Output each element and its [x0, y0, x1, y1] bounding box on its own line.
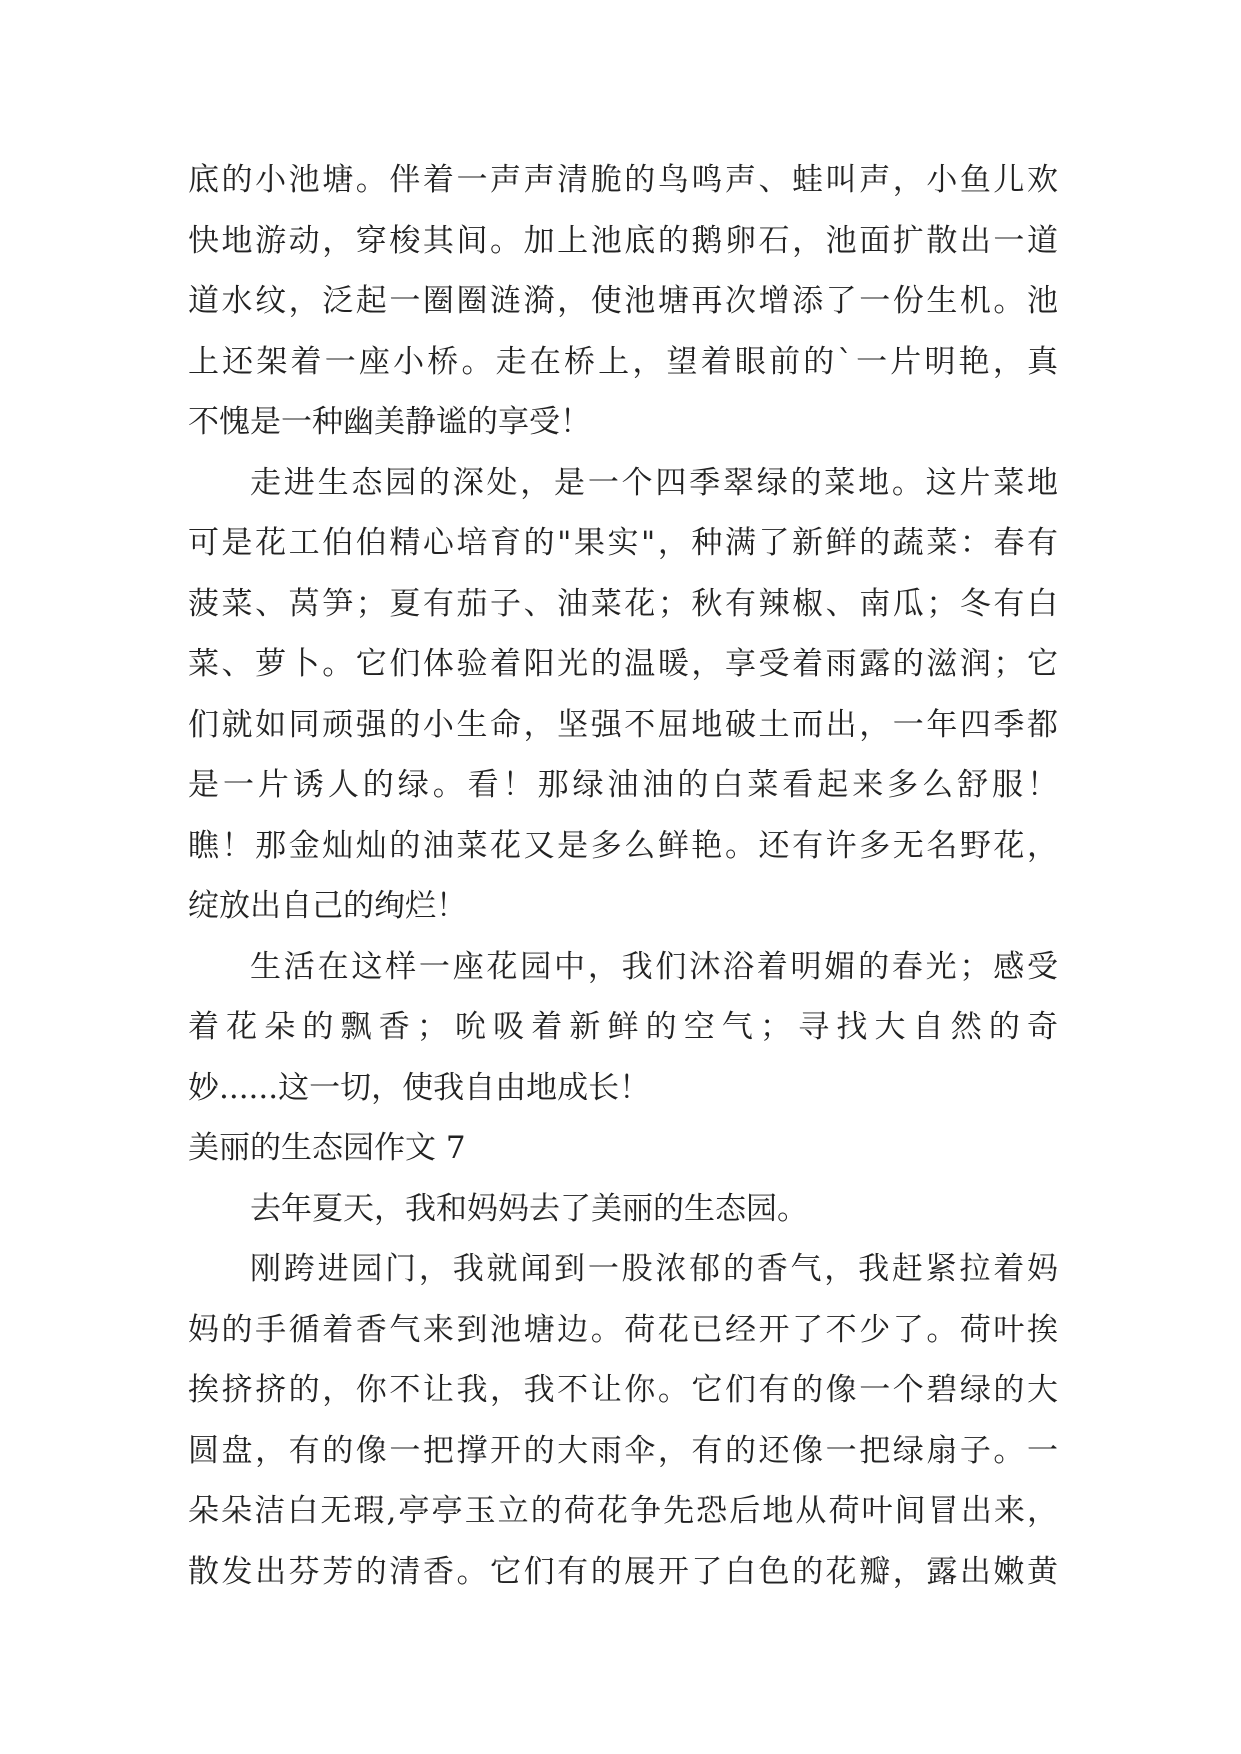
document-body: [188, 150, 1058, 1602]
text-line: 底的小池塘。伴着一声声清脆的鸟鸣声、蛙叫声，小鱼儿欢: [188, 162, 1058, 198]
text-line: 朵朵洁白无瑕,亭亭玉立的荷花争先恐后地从荷叶间冒出来，: [188, 1493, 1058, 1529]
text-line: 道水纹，泛起一圈圈涟漪，使池塘再次增添了一份生机。池: [188, 283, 1058, 319]
text-line: 不愧是一种幽美静谧的享受！: [188, 404, 591, 440]
text-line: 是一片诱人的绿。看！那绿油油的白菜看起来多么舒服！: [188, 767, 1058, 803]
text-line: 绽放出自己的绚烂！: [188, 888, 467, 924]
text-line: 菠菜、莴笋；夏有茄子、油菜花；秋有辣椒、南瓜；冬有白: [188, 585, 1058, 622]
text-line: 着花朵的飘香；吮吸着新鲜的空气；寻找大自然的奇: [188, 1009, 1058, 1045]
text-line: 散发出芬芳的清香。它们有的展开了白色的花瓣，露出嫩黄: [188, 1553, 1058, 1590]
text-line: 快地游动，穿梭其间。加上池底的鹅卵石，池面扩散出一道: [188, 222, 1058, 259]
text-line: 们就如同顽强的小生命，坚强不屈地破土而出，一年四季都: [188, 706, 1058, 743]
text-line: 上还架着一座小桥。走在桥上，望着眼前的`一片明艳，真: [188, 343, 1058, 380]
text-line: 圆盘，有的像一把撑开的大雨伞，有的还像一把绿扇子。一: [188, 1432, 1058, 1469]
text-line: 菜、萝卜。它们体验着阳光的温暖，享受着雨露的滋润；它: [188, 646, 1058, 682]
text-line: 可是花工伯伯精心培育的"果实"，种满了新鲜的蔬菜：春有: [188, 525, 1058, 561]
paragraph-first-line: 刚跨进园门，我就闻到一股浓郁的香气，我赶紧拉着妈: [250, 1251, 1058, 1287]
text-line: 妈的手循着香气来到池塘边。荷花已经开了不少了。荷叶挨: [188, 1311, 1058, 1348]
text-line: 妙......这一切，使我自由地成长！: [188, 1069, 651, 1106]
paragraph-first-line: 生活在这样一座花园中，我们沐浴着明媚的春光；感受: [250, 948, 1058, 985]
text-line: 瞧！那金灿灿的油菜花又是多么鲜艳。还有许多无名野花，: [188, 827, 1058, 864]
text-line: 挨挤挤的，你不让我，我不让你。它们有的像一个碧绿的大: [188, 1372, 1058, 1408]
paragraph-first-line: 去年夏天，我和妈妈去了美丽的生态园。: [250, 1190, 808, 1227]
section-heading: 美丽的生态园作文 7: [188, 1130, 466, 1166]
paragraph-first-line: 走进生态园的深处，是一个四季翠绿的菜地。这片菜地: [250, 464, 1058, 501]
